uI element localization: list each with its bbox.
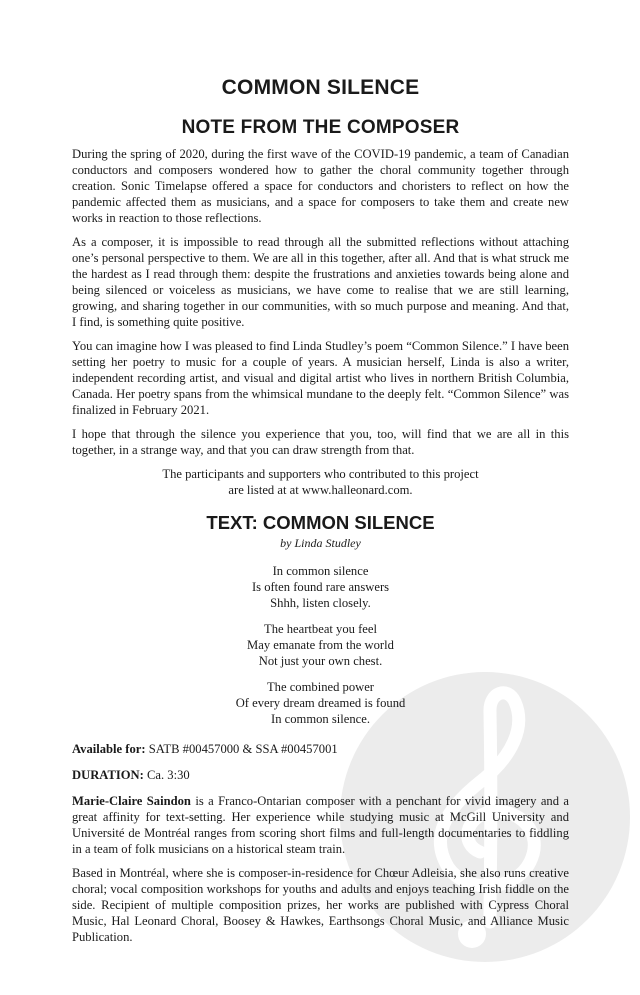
composer-bio-paragraph [72, 793, 569, 857]
poem-stanza [72, 563, 569, 611]
poem-line: Is often found rare answers [251, 580, 390, 594]
availability-line [72, 741, 569, 757]
composer-bio-paragraph: Based in Montréal, where she is composer-in-residence for Chœur Adleisia, she also runs creative choral; vocal composition workshops for youths and adults and enjoys teaching Irish fiddle on the side. Recipient of multiple composition prizes, her works are published with Cypress Choral Music, Hal Leonard Choral, Boosey & Hawkes, Earthsongs Choral Music, and Alliance Music Publication. [72, 866, 569, 944]
poem-line: Not just your own chest. [258, 654, 383, 668]
availability-label: Available for: [72, 742, 146, 756]
poem-line: In common silence [272, 564, 369, 578]
note-paragraph: As a composer, it is impossible to read through all the submitted reflections without attaching one’s personal perspective to them. We are all in this together, after all. And that is what struck me the hardest as I read through them: despite the frustrations and anxieties towards being alone and being silenced or voiceless as musicians, we have come to realise that we are still learning, growing, and sharing together in our communities, with so much purpose and meaning. And that, I find, is something quite positive. [72, 235, 569, 329]
duration-line [72, 767, 569, 783]
document-title: COMMON SILENCE [221, 76, 420, 99]
text-heading: TEXT: COMMON SILENCE [206, 512, 435, 533]
availability-value: SATB #00457000 & SSA #00457001 [148, 742, 338, 756]
poem-line: The heartbeat you feel [264, 622, 377, 636]
poem-line: Shhh, listen closely. [270, 596, 371, 610]
poem-stanza [72, 679, 569, 727]
poem-byline: by Linda Studley [280, 536, 361, 550]
poem-line: Of every dream dreamed is found [235, 696, 406, 710]
poem-line: The combined power [266, 680, 374, 694]
note-paragraph: You can imagine how I was pleased to find Linda Studley’s poem “Common Silence.” I have been setting her poetry to music for a couple of years. A musician herself, Linda is also a writer, independent recording artist, and visual and digital artist who lives in northern British Columbia, Canada. Her poetry spans from the whimsical mundane to the deeply felt. “Common Silence” was finalized in February 2021. [72, 339, 569, 417]
credits-line: are listed at at www.halleonard.com. [228, 483, 413, 497]
composer-name: Marie-Claire Saindon [72, 794, 191, 808]
credits-note [72, 466, 569, 498]
duration-value: Ca. 3:30 [147, 768, 190, 782]
note-heading: NOTE FROM THE COMPOSER [181, 117, 460, 138]
poem-line: May emanate from the world [247, 638, 394, 652]
note-paragraph: During the spring of 2020, during the first wave of the COVID-19 pandemic, a team of Canadian conductors and composers wondered how to gather the choral community together through creation. Sonic Timelapse offered a space for conductors and choristers to reflect on how the pandemic affected them as musicians, and a space for composers to take them and create new works in reaction to those reflections. [72, 147, 569, 225]
poem-stanza [72, 621, 569, 669]
poem-line: In common silence. [271, 712, 370, 726]
page-content [72, 76, 569, 945]
note-paragraph: I hope that through the silence you experience that you, too, will find that we are all in this together, in a strange way, and that you can draw strength from that. [72, 427, 569, 457]
credits-line: The participants and supporters who contributed to this project [162, 467, 479, 481]
duration-label: DURATION: [72, 768, 144, 782]
composer-bio-text: is a Franco-Ontarian composer with a penchant for vivid imagery and a great affinity for text-setting. Her experience while studying music at McGill University and Université de Montréal ranges from scoring short films and full-length documentaries to fiddling in a team of folk musicians on a historical steam train. [72, 794, 570, 856]
